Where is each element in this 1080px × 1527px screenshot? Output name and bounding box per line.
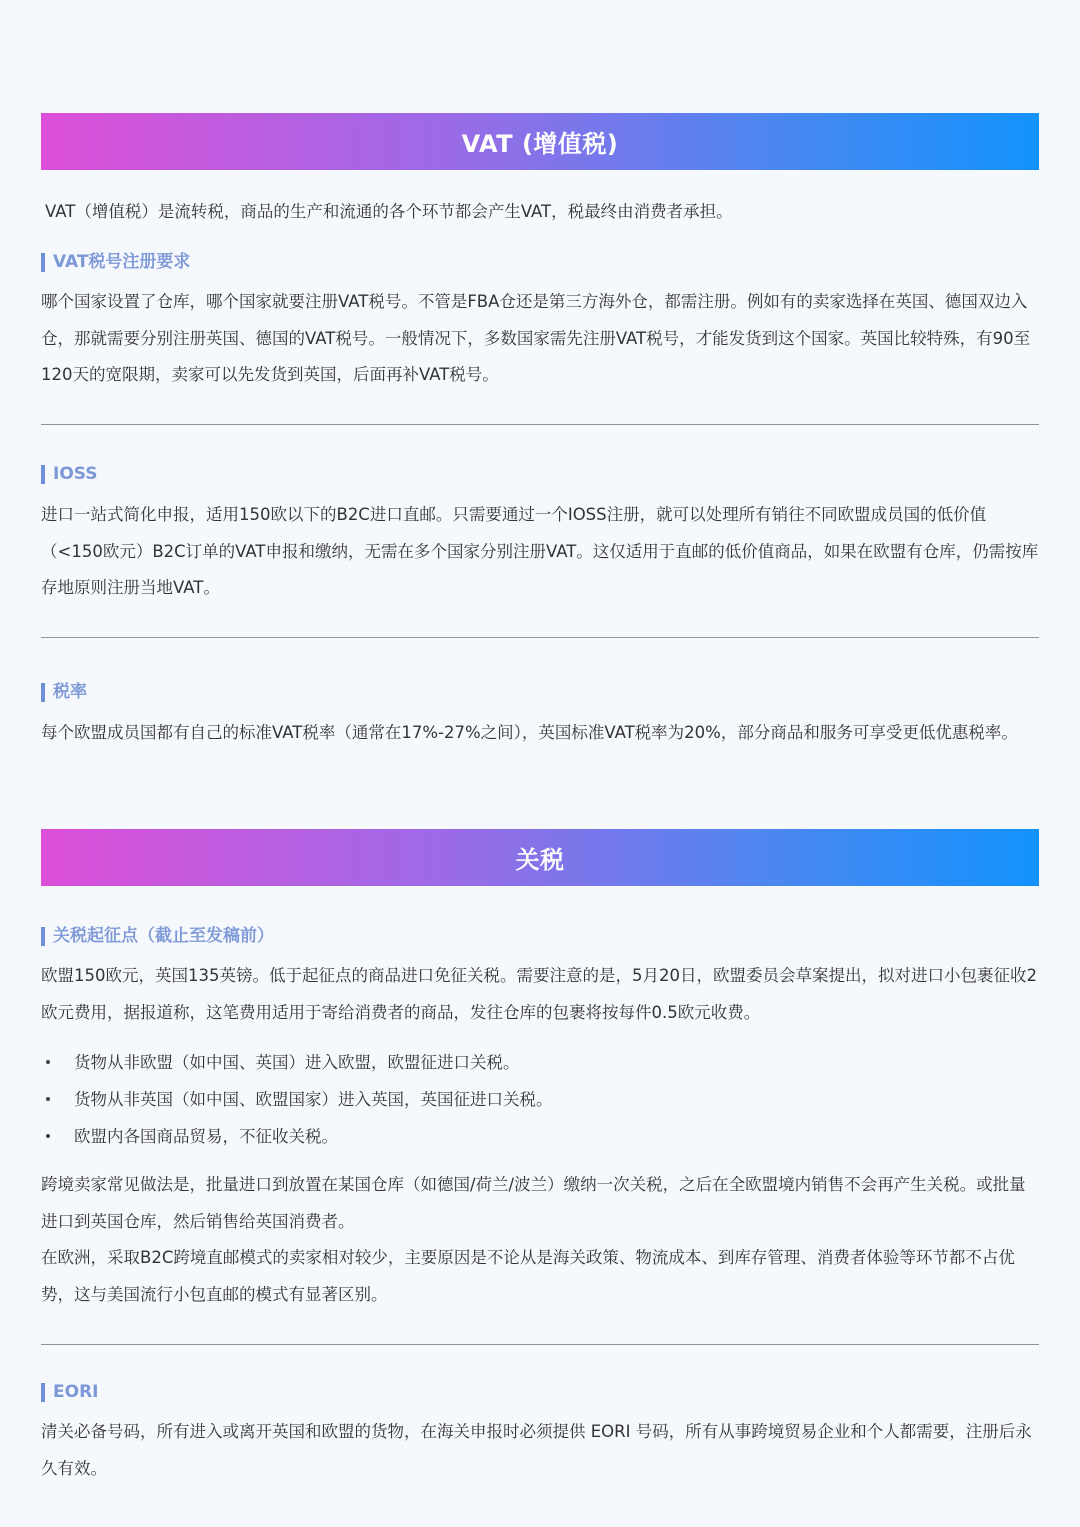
vat-registration-heading: VAT税号注册要求 [41, 253, 190, 272]
vat-banner-title: VAT (增值税) [461, 130, 619, 158]
customs-section-banner [41, 829, 1039, 886]
list-item: 货物从非欧盟（如中国、英国）进入欧盟，欧盟征进口关税。 [41, 1044, 1041, 1081]
customs-threshold-body: 欧盟150欧元，英国135英镑。低于起征点的商品进口免征关税。需要注意的是，5月20日，欧盟委员会草案提出，拟对进口小包裹征收2欧元费用，据报道称，这笔费用适用于寄给消费者的商品，发往仓库的包裹将按每件0.5欧元收费。 [41, 966, 1037, 1022]
list-item: 货物从非英国（如中国、欧盟国家）进入英国，英国征进口关税。 [41, 1081, 1041, 1118]
bullet-dot [46, 1060, 50, 1064]
customs-practice-paragraph: 跨境卖家常见做法是，批量进口到放置在某国仓库（如德国/荷兰/波兰）缴纳一次关税，之后在全欧盟境内销售不会再产生关税。或批量进口到英国仓库，然后销售给英国消费者。 [41, 1175, 1026, 1231]
section-divider [41, 1344, 1039, 1345]
section-divider [41, 637, 1039, 638]
vat-section-banner [41, 113, 1039, 170]
customs-b2c-paragraph: 在欧洲，采取B2C跨境直邮模式的卖家相对较少，主要原因是不论从是海关政策、物流成本、到库存管理、消费者体验等环节都不占优势，这与美国流行小包直邮的模式有显著区别。 [41, 1248, 1015, 1304]
customs-threshold-heading: 关税起征点（截止至发稿前） [41, 927, 274, 946]
vat-rate-body: 每个欧盟成员国都有自己的标准VAT税率（通常在17%-27%之间），英国标准VAT税率为20%，部分商品和服务可享受更低优惠税率。 [41, 723, 1018, 742]
section-divider [41, 424, 1039, 425]
bullet-dot [46, 1134, 50, 1138]
vat-rate-heading: 税率 [41, 683, 87, 702]
vat-registration-body: 哪个国家设置了仓库，哪个国家就要注册VAT税号。不管是FBA仓还是第三方海外仓，都需注册。例如有的卖家选择在英国、德国双边入仓，那就需要分别注册英国、德国的VAT税号。一般情况下，多数国家需先注册VAT税号，才能发货到这个国家。英国比较特殊，有90至120天的宽限期，卖家可以先发货到英国，后面再补VAT税号。 [41, 292, 1031, 384]
customs-banner-title: 关税 [515, 846, 565, 874]
eori-heading: EORI [41, 1383, 98, 1402]
bullet-dot [46, 1097, 50, 1101]
customs-bullet-list [41, 1044, 1041, 1155]
ioss-body: 进口一站式简化申报，适用150欧以下的B2C进口直邮。只需要通过一个IOSS注册，就可以处理所有销往不同欧盟成员国的低价值（<150欧元）B2C订单的VAT申报和缴纳，无需在多个国家分别注册VAT。这仅适用于直邮的低价值商品，如果在欧盟有仓库，仍需按库存地原则注册当地VAT。 [41, 505, 1039, 597]
list-item: 欧盟内各国商品贸易，不征收关税。 [41, 1118, 1041, 1155]
eori-body: 清关必备号码，所有进入或离开英国和欧盟的货物，在海关申报时必须提供 EORI 号码，所有从事跨境贸易企业和个人都需要，注册后永久有效。 [41, 1422, 1032, 1478]
vat-intro: VAT（增值税）是流转税，商品的生产和流通的各个环节都会产生VAT，税最终由消费者承担。 [45, 202, 733, 221]
ioss-heading: IOSS [41, 465, 98, 484]
